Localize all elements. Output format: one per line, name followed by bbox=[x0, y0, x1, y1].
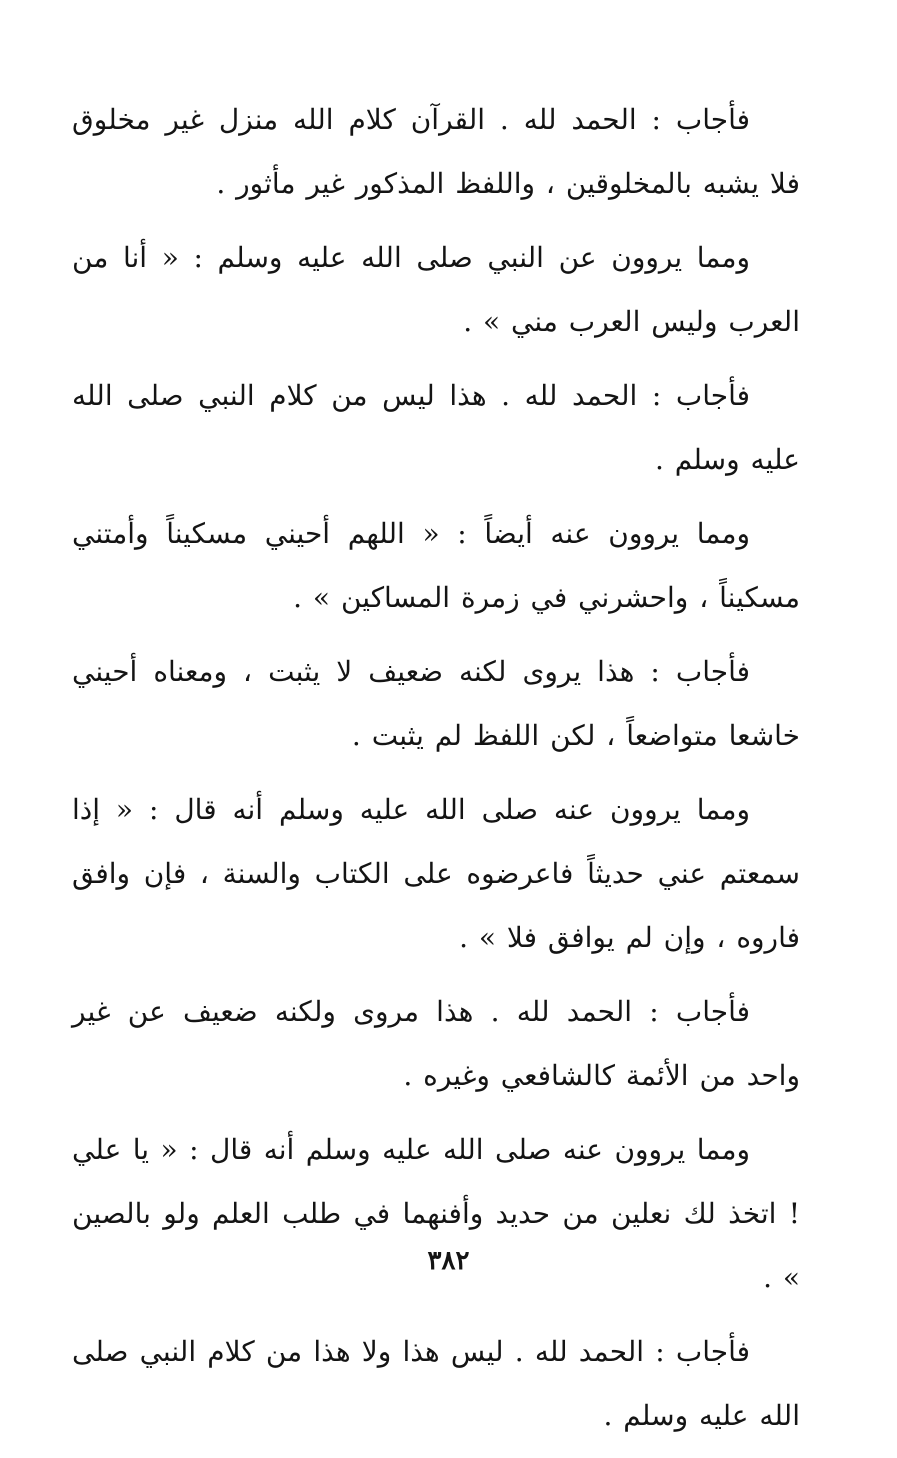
paragraph-5: فأجاب : هذا يروى لكنه ضعيف لا يثبت ، ومعناه أحيني خاشعا متواضعاً ، لكن اللفظ لم يثبت . bbox=[72, 655, 800, 752]
paragraph-8: ومما يروون عنه صلى الله عليه وسلم أنه قال : « يا علي ! اتخذ لك نعلين من حديد وأفنهما في طلب العلم ولو بالصين » . bbox=[72, 1133, 800, 1294]
paragraph-1: فأجاب : الحمد لله . القرآن كلام الله منزل غير مخلوق فلا يشبه بالمخلوقين ، واللفظ المذكور غير مأثور . bbox=[72, 103, 800, 200]
paragraph-3: فأجاب : الحمد لله . هذا ليس من كلام النبي صلى الله عليه وسلم . bbox=[72, 379, 800, 476]
paragraph-2: ومما يروون عن النبي صلى الله عليه وسلم : « أنا من العرب وليس العرب مني » . bbox=[72, 241, 800, 338]
paragraph-9: فأجاب : الحمد لله . ليس هذا ولا هذا من كلام النبي صلى الله عليه وسلم . bbox=[72, 1335, 800, 1432]
paragraph-6: ومما يروون عنه صلى الله عليه وسلم أنه قال : « إذا سمعتم عني حديثاً فاعرضوه على الكتاب والسنة ، فإن وافق فاروه ، وإن لم يوافق فلا » . bbox=[72, 793, 800, 954]
paragraph-4: ومما يروون عنه أيضاً : « اللهم أحيني مسكيناً وأمتني مسكيناً ، واحشرني في زمرة المساكين » . bbox=[72, 517, 800, 614]
paragraph-7: فأجاب : الحمد لله . هذا مروى ولكنه ضعيف عن غير واحد من الأئمة كالشافعي وغيره . bbox=[72, 995, 800, 1092]
page-number: ٣٨٢ bbox=[427, 1246, 470, 1276]
